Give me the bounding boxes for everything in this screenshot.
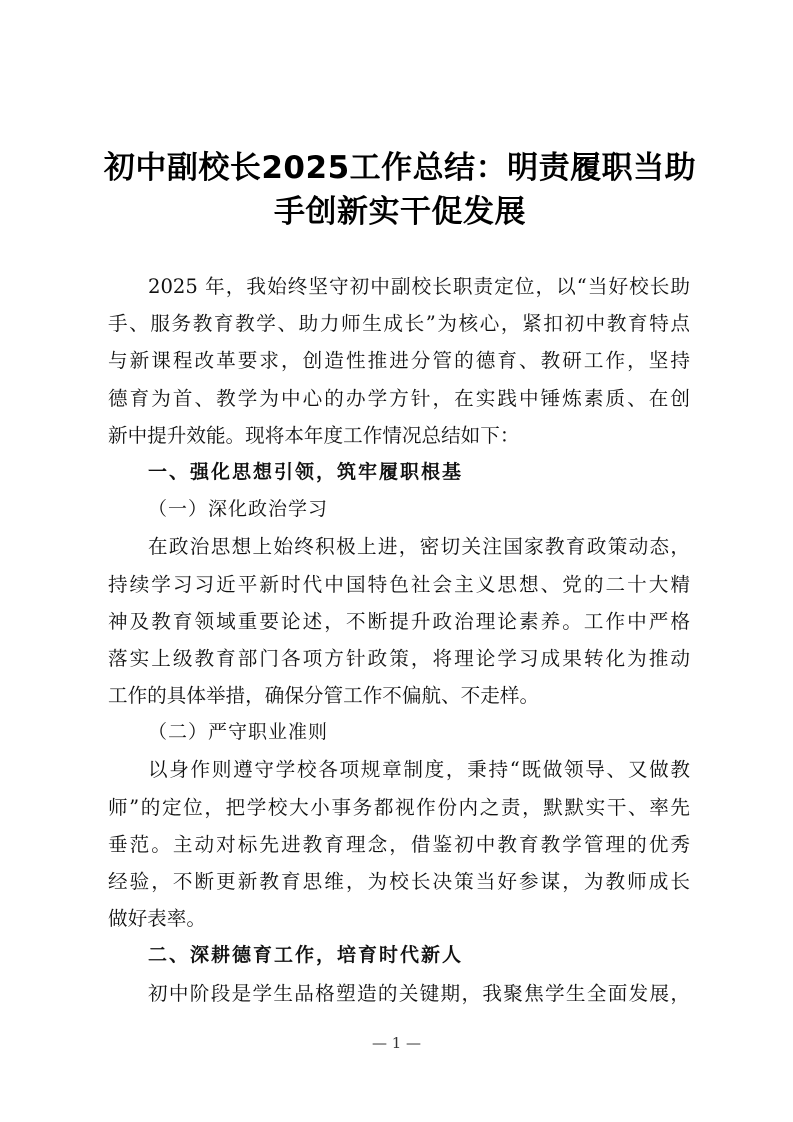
- section-heading: 二、深耕德育工作，培育时代新人: [148, 944, 464, 967]
- paragraph-line: 做好表率。: [108, 907, 206, 931]
- paragraph-line: 持续学习习近平新时代中国特色社会主义思想、党的二十大精: [108, 572, 690, 596]
- paragraph-line: 在政治思想上始终积极上进，密切关注国家教育政策动态，: [148, 535, 690, 559]
- paragraph-line: 落实上级教育部门各项方针政策，将理论学习成果转化为推动: [108, 646, 690, 670]
- page-number: — 1 —: [371, 1034, 422, 1052]
- subsection-heading: （一）深化政治学习: [148, 498, 329, 521]
- document-body: [108, 268, 690, 1012]
- paragraph-line: 初中阶段是学生品格塑造的关键期，我聚焦学生全面发展，: [148, 981, 690, 1005]
- paragraph-line: 以身作则遵守学校各项规章制度，秉持“既做领导、又做教: [148, 758, 690, 782]
- paragraph-line: 工作的具体举措，确保分管工作不偏航、不走样。: [108, 684, 540, 708]
- paragraph-line: 神及教育领域重要论述，不断提升政治理论素养。工作中严格: [108, 609, 690, 633]
- title-line-1: 初中副校长2025工作总结：明责履职当助: [103, 150, 697, 186]
- subsection-heading: （二）严守职业准则: [148, 721, 329, 744]
- paragraph-line: 师”的定位，把学校大小事务都视作份内之责，默默实干、率先: [108, 795, 690, 819]
- paragraph-line: 与新课程改革要求，创造性推进分管的德育、教研工作，坚持: [108, 349, 690, 373]
- document-title: [100, 146, 700, 234]
- title-line-2: 手创新实干促发展: [274, 194, 526, 230]
- paragraph-line: 2025 年，我始终坚守初中副校长职责定位，以“当好校长助: [148, 275, 690, 298]
- paragraph-line: 经验，不断更新教育思维，为校长决策当好参谋，为教师成长: [108, 870, 690, 893]
- paragraph-line: 新中提升效能。现将本年度工作情况总结如下：: [108, 423, 520, 447]
- paragraph-line: 垂范。主动对标先进教育理念，借鉴初中教育教学管理的优秀: [108, 832, 690, 856]
- section-heading: 一、强化思想引领，筑牢履职根基: [148, 460, 464, 483]
- paragraph-line: 手、服务教育教学、助力师生成长”为核心，紧扣初中教育特点: [108, 312, 690, 336]
- paragraph-line: 德育为首、教学为中心的办学方针，在实践中锤炼素质、在创: [108, 386, 690, 410]
